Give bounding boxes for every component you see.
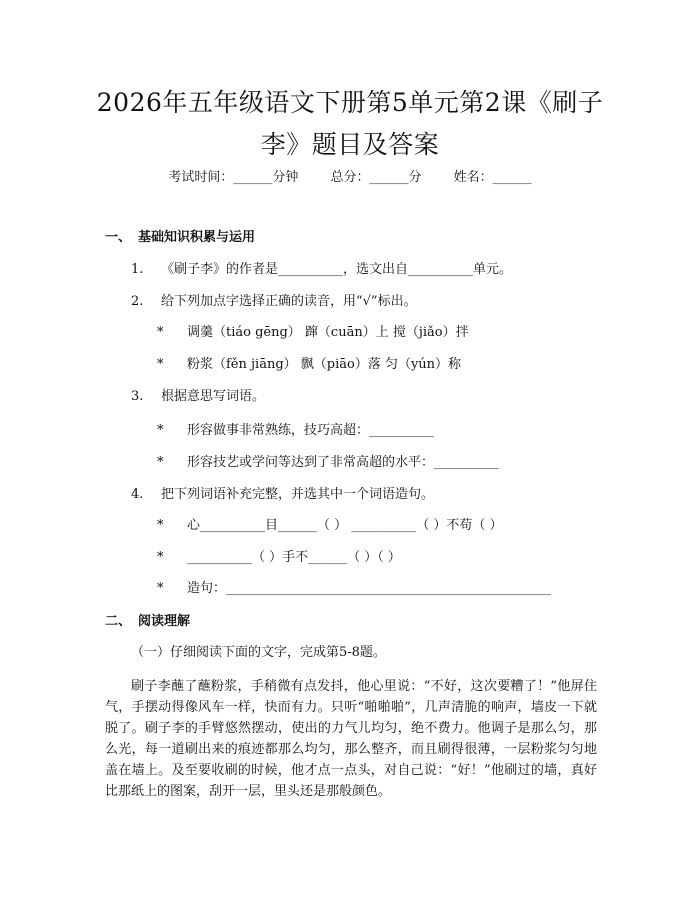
bullet-icon: *: [157, 325, 164, 340]
question-number: 2.: [131, 294, 144, 309]
bullet-icon: *: [157, 581, 164, 596]
question-text: 根据意思写词语。: [161, 389, 266, 404]
question-text: 《刷子李》的作者是__________，选文出自__________单元。: [161, 262, 513, 277]
list-item: [157, 517, 503, 535]
section-number: 一、: [105, 230, 132, 245]
idiom-item: __________（ ）手不______（ ）（ ）: [187, 550, 401, 565]
definition-item: 形容做事非常熟练，技巧高超：__________: [187, 423, 435, 438]
student-name-field: 姓名：______: [453, 170, 532, 185]
question-1: [131, 261, 512, 279]
section-heading-reading: [105, 613, 190, 631]
bullet-icon: *: [157, 518, 164, 533]
list-item: [157, 549, 401, 567]
idiom-item: 心__________目______（ ） __________（ ）不苟（ ）: [187, 518, 503, 533]
list-item: [157, 580, 551, 598]
bullet-icon: *: [157, 455, 164, 470]
question-3: [131, 388, 265, 406]
reading-intro: （一）仔细阅读下面的文字，完成第5-8题。: [131, 645, 386, 660]
section-title: 阅读理解: [138, 614, 191, 629]
section-number: 二、: [105, 614, 132, 629]
exam-time-field: 考试时间：______分钟: [168, 170, 299, 185]
definition-item: 形容技艺或学问等达到了非常高超的水平：__________: [187, 455, 500, 470]
list-item: [157, 422, 434, 440]
question-number: 3.: [131, 389, 144, 404]
total-score-field: 总分：______分: [330, 170, 422, 185]
bullet-icon: *: [157, 357, 164, 372]
question-4: [131, 486, 434, 504]
question-number: 4.: [131, 487, 144, 502]
question-text: 把下列词语补充完整，并选其中一个词语造句。: [161, 487, 435, 502]
page-title: 2026年五年级语文下册第5单元第2课《刷子李》题目及答案: [96, 88, 604, 159]
bullet-icon: *: [157, 550, 164, 565]
exam-meta: [0, 169, 700, 187]
list-item: [157, 356, 461, 374]
sentence-item: 造句：__________________________________________________: [187, 581, 552, 596]
question-text: 给下列加点字选择正确的读音，用“√”标出。: [161, 294, 417, 309]
question-2: [131, 293, 417, 311]
bullet-icon: *: [157, 423, 164, 438]
list-item: [157, 454, 499, 472]
pinyin-item: 粉浆（fěn jiāng） 飘（piāo）落 匀（yún）称: [187, 357, 462, 372]
reading-passage: 刷子李蘸了蘸粉浆，手稍微有点发抖，他心里说：“不好，这次要糟了！”他屏住气，手摆动得像风车一样，快而有力。只听“啪啪啪”，几声清脆的响声，墙皮一下就脱了。刷子李的手臂悠然摆动，使出的力气儿均匀，绝不费力。他调子是那么匀，那么光，每一道刷出来的痕迹都那么均匀，那么整齐，而且刷得很薄，一层粉浆匀匀地盖在墙上。及至要收刷的时候，他才点一点头，对自己说：“好！”他刷过的墙，真好比那纸上的图案，刮开一层，里头还是那般颜色。: [105, 679, 597, 799]
section-title: 基础知识积累与运用: [138, 230, 256, 245]
section-heading-basics: [105, 229, 255, 247]
question-number: 1.: [131, 262, 144, 277]
pinyin-item: 调羹（tiáo gēng） 蹿（cuān）上 搅（jiǎo）拌: [187, 325, 469, 340]
list-item: [157, 324, 469, 342]
